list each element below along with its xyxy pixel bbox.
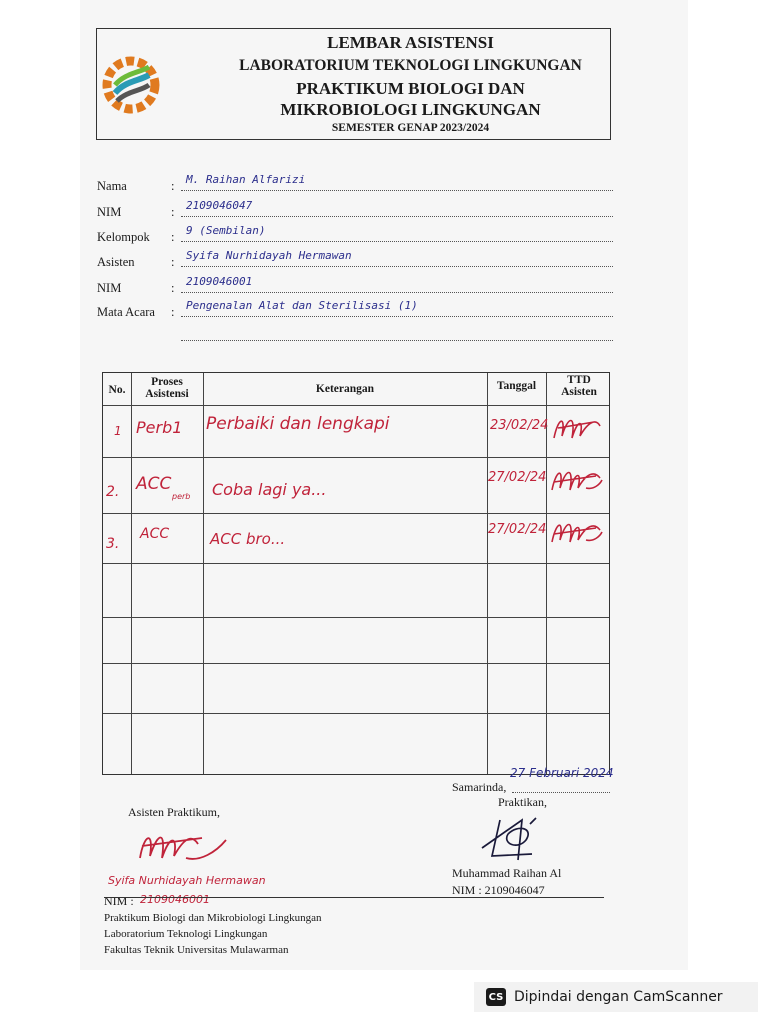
lab-logo-icon [101,40,161,130]
value-asisten: Syifa Nurhidayah Hermawan [186,249,352,262]
dotted-line [181,190,613,191]
praktikan-name: Muhammad Raihan Al [452,866,562,880]
colon: : [171,179,175,193]
row3-no: 3. [106,536,120,552]
colon: : [171,281,175,295]
title-lembar-asistensi: LEMBAR ASISTENSI [327,33,494,52]
label-mata-acara: Mata Acara [97,305,155,319]
header-proses: Proses Asistensi [145,376,189,400]
camscanner-badge [474,982,758,1012]
title-semester: SEMESTER GENAP 2023/2024 [331,122,490,134]
title-mikrobiologi: MIKROBIOLOGI LINGKUNGAN [280,100,541,119]
praktikan-nim: NIM : 2109046047 [452,883,545,897]
label-nim: NIM [97,205,122,219]
header-no: No. [108,384,126,396]
row-divider [103,513,609,514]
colon: : [171,255,175,269]
asisten-name-handwritten: Syifa Nurhidayah Hermawan [108,874,266,887]
row2-keterangan: Coba lagi ya... [212,480,327,499]
camscanner-text: Dipindai dengan CamScanner [514,989,723,1005]
header-keterangan: Keterangan [315,383,375,395]
row1-no: 1 [114,424,122,438]
row-divider [103,713,609,714]
ttd-signature-icon [546,512,606,554]
ttd-signature-icon [546,460,606,502]
row-divider [103,405,609,406]
dotted-line [181,216,613,217]
header-ttd: TTD Asisten [561,374,597,398]
asisten-nim-handwritten: 2109046001 [140,893,210,906]
row2-proses-sub: perb [172,492,191,501]
footer-line2: Laboratorium Teknologi Lingkungan [104,928,268,940]
praktikan-signature-icon [478,814,544,870]
row-divider [103,457,609,458]
row2-tanggal: 27/02/24 [488,470,547,485]
row3-proses: ACC [140,526,170,542]
value-nim-asisten: 2109046001 [186,275,253,288]
value-mata-acara: Pengenalan Alat dan Sterilisasi (1) [186,299,418,312]
dotted-line [181,340,613,341]
row-divider [103,617,609,618]
value-kelompok: 9 (Sembilan) [186,224,266,237]
label-nama: Nama [97,179,127,193]
header-tanggal: Tanggal [496,380,537,392]
dotted-line [181,241,613,242]
label-kelompok: Kelompok [97,230,150,244]
ttd-signature-icon [548,408,606,450]
asisten-praktikum-label: Asisten Praktikum, [128,805,220,819]
colon: : [171,205,175,219]
row1-keterangan: Perbaiki dan lengkapi [206,414,390,434]
asisten-nim-label: NIM : [104,894,134,908]
sign-date: 27 Februari 2024 [510,766,614,780]
row2-no: 2. [106,484,120,500]
praktikan-label: Praktikan, [498,795,547,809]
camscanner-logo-icon: CS [486,988,506,1006]
footer-line1: Praktikum Biologi dan Mikrobiologi Lingkungan [104,912,322,924]
dotted-line [512,792,610,793]
place-label: Samarinda, [452,780,507,794]
value-nama: M. Raihan Alfarizi [186,173,306,186]
asisten-signature-icon [130,822,230,872]
row3-tanggal: 27/02/24 [488,522,547,537]
dotted-line [181,316,613,317]
colon: : [171,305,175,319]
row1-proses: Perb1 [136,418,183,437]
row-divider [103,663,609,664]
value-nim: 2109046047 [186,199,253,212]
row-divider [103,563,609,564]
title-praktikum: PRAKTIKUM BIOLOGI DAN [296,79,525,98]
dotted-line [181,292,613,293]
row1-tanggal: 23/02/24 [490,418,549,433]
label-nim-asisten: NIM [97,281,122,295]
colon: : [171,230,175,244]
title-laboratorium: LABORATORIUM TEKNOLOGI LINGKUNGAN [239,57,582,74]
row3-keterangan: ACC bro... [210,530,286,548]
footer-line3: Fakultas Teknik Universitas Mulawarman [104,944,289,956]
row2-proses: ACC [136,474,172,494]
label-asisten: Asisten [97,255,135,269]
footer-divider [104,897,604,898]
dotted-line [181,266,613,267]
